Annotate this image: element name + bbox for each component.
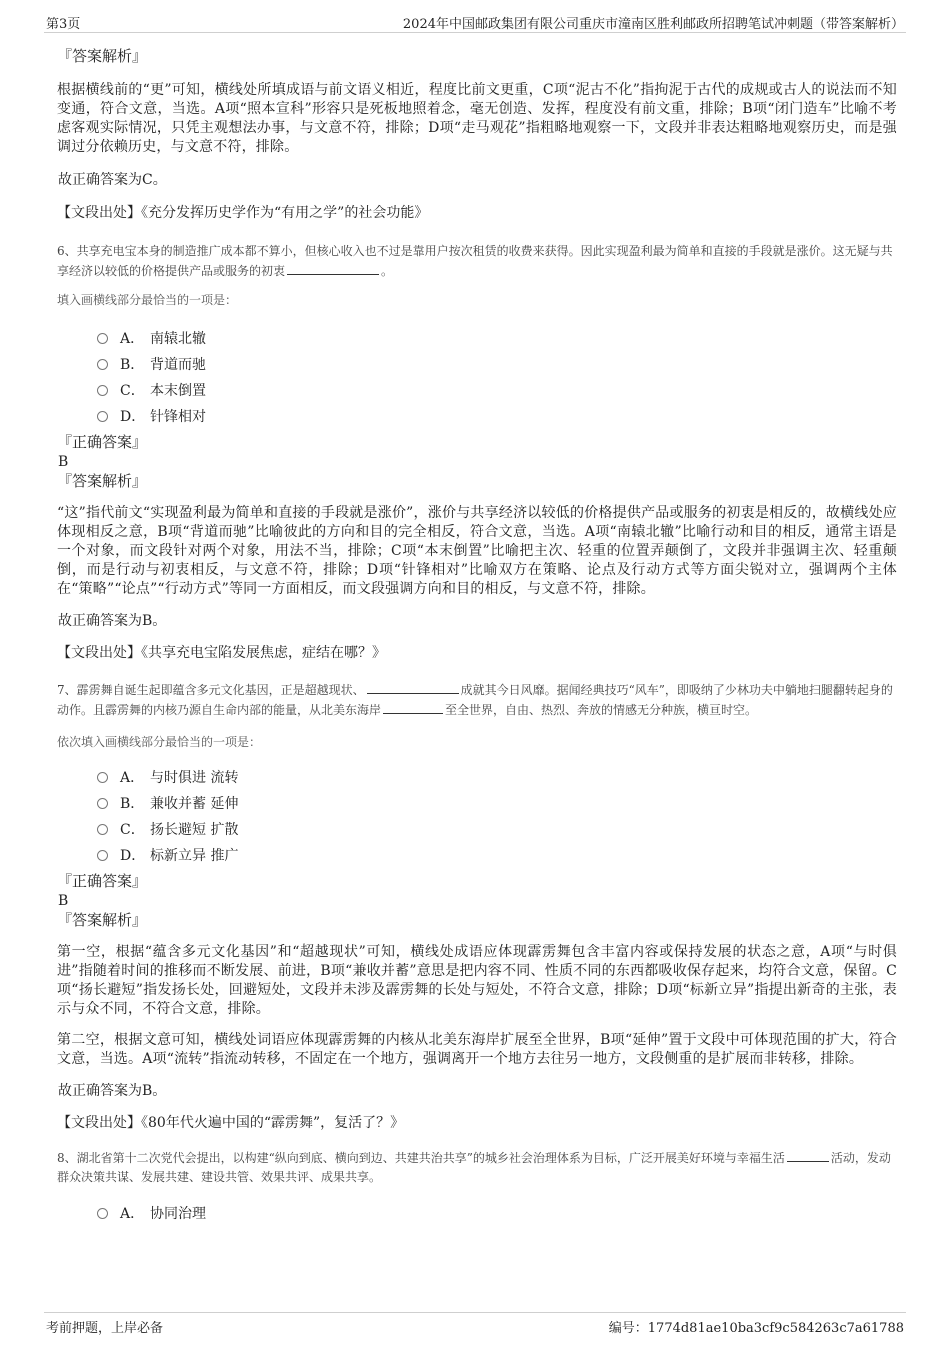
q6-options: [57, 326, 897, 430]
q7-source: 【文段出处】《80年代火遍中国的“霹雳舞”，复活了？》: [57, 1115, 405, 1131]
q6-answer: B: [58, 454, 69, 470]
radio-icon[interactable]: [97, 824, 108, 835]
q6-option-c[interactable]: C． 本末倒置: [97, 378, 897, 404]
page-number: 第3页: [46, 17, 81, 32]
radio-icon[interactable]: [97, 850, 108, 861]
q7-blank-2: [383, 700, 443, 714]
q8-blank: [787, 1148, 829, 1162]
q7-answer-label: 『正确答案』: [57, 872, 148, 890]
q6-source: 【文段出处】《共享充电宝陷发展焦虑，症结在哪？》: [57, 645, 386, 661]
q6-text-before: 6、共享充电宝本身的制造推广成本都不算小，但核心收入也不过是靠用户按次租赁的收费来获得。因此实现盈利最为简单和直接的手段就是涨价。这无疑与共享经济以较低的价格提供产品或服务的初衷: [57, 244, 893, 278]
q8-options: [57, 1201, 897, 1227]
page-header: [44, 12, 906, 33]
q7-options: [57, 765, 897, 869]
radio-icon[interactable]: [97, 798, 108, 809]
radio-icon[interactable]: [97, 772, 108, 783]
document-title: 2024年中国邮政集团有限公司重庆市潼南区胜利邮政所招聘笔试冲刺题（带答案解析）: [402, 17, 904, 32]
q6-answer-label: 『正确答案』: [57, 433, 148, 451]
q6-analysis-label: 『答案解析』: [57, 472, 148, 490]
q7-analysis-label: 『答案解析』: [57, 911, 148, 929]
radio-icon[interactable]: [97, 411, 108, 422]
q6-option-a[interactable]: A． 南辕北辙: [97, 326, 897, 352]
q7-blank-1: [367, 680, 459, 694]
q5-conclusion: 故正确答案为C。: [58, 172, 167, 188]
q7-option-b[interactable]: B． 兼收并蓄 延伸: [97, 791, 897, 817]
page-footer: [44, 1312, 906, 1337]
q6-question: [57, 242, 897, 281]
q6-blank: [287, 261, 379, 275]
radio-icon[interactable]: [97, 1208, 108, 1219]
q6-instruction: 填入画横线部分最恰当的一项是：: [57, 293, 238, 307]
q7-option-a[interactable]: A． 与时俱进 流转: [97, 765, 897, 791]
q7-answer: B: [58, 893, 69, 909]
radio-icon[interactable]: [97, 359, 108, 370]
q5-analysis-label: 『答案解析』: [57, 47, 148, 65]
q7-option-d[interactable]: D． 标新立异 推广: [97, 843, 897, 869]
q7-instruction: 依次填入画横线部分最恰当的一项是：: [57, 735, 262, 749]
q6-option-b[interactable]: B． 背道而驰: [97, 352, 897, 378]
q7-question: 7、霹雳舞自诞生起即蕴含多元文化基因，正是超越现状、 成就其今日风靡。据闻经典技巧“风车”，即吸纳了少林功夫中躺地扫腿翻转起身的动作。且霹雳舞的内核乃源自生命内部的能量，从北美东海岸 至全世界，自由、热烈、奔放的情感无分种族，横亘时空。: [57, 680, 897, 720]
radio-icon[interactable]: [97, 385, 108, 396]
q7-conclusion: 故正确答案为B。: [58, 1083, 167, 1099]
document-id: 编号：1774d81ae10ba3cf9c584263c7a61788: [608, 1321, 904, 1336]
q7-option-c[interactable]: C． 扬长避短 扩散: [97, 817, 897, 843]
footer-slogan: 考前押题，上岸必备: [46, 1321, 164, 1336]
q8-option-a[interactable]: A． 协同治理: [97, 1201, 897, 1227]
q6-conclusion: 故正确答案为B。: [58, 613, 167, 629]
q7-analysis-1: 第一空，根据“蕴含多元文化基因”和“超越现状”可知，横线处成语应体现霹雳舞包含丰富内容或保持发展的状态之意，A项“与时俱进”指随着时间的推移而不断发展、前进，B项“兼收并蓄”意思是把内容不同、性质不同的东西都吸收保存起来，均符合文意，保留。C项“扬长避短”指发扬长处，回避短处，文段并未涉及霹雳舞的长处与短处，不符合文意，排除；D项“标新立异”指提出新奇的主张，表示与众不同，不符合文意，排除。: [57, 944, 897, 1017]
q5-analysis: 根据横线前的“更”可知，横线处所填成语与前文语义相近，程度比前文更重，C项“泥古不化”指拘泥于古代的成规或古人的说法而不知变通，符合文意，当选。A项“照本宣科”形容只是死板地照着念，毫无创造、发挥，程度没有前文重，排除；B项“闭门造车”比喻不考虑客观实际情况，只凭主观想法办事，与文意不符，排除；D项“走马观花”指粗略地观察一下，文段并非表达粗略地观察历史，而是强调过分依赖历史，与文意不符，排除。: [57, 82, 897, 155]
q7-analysis-2: 第二空，根据文意可知，横线处词语应体现霹雳舞的内核从北美东海岸扩展至全世界，B项“延伸”置于文段中可体现范围的扩大，符合文意，当选。A项“流转”指流动转移，不固定在一个地方，强调离开一个地方去往另一地方，文段侧重的是扩展而非转移，排除。: [57, 1032, 897, 1067]
q5-source: 【文段出处】《充分发挥历史学作为“有用之学”的社会功能》: [57, 205, 429, 221]
q6-text-after: 。: [381, 264, 394, 278]
radio-icon[interactable]: [97, 333, 108, 344]
q8-question: 8、湖北省第十二次党代会提出，以构建“纵向到底、横向到边、共建共治共享”的城乡社会治理体系为目标，广泛开展美好环境与幸福生活 活动，发动群众决策共谋、发展共建、建设共管、效果共评、成果共享。: [57, 1148, 897, 1187]
q6-option-d[interactable]: D． 针锋相对: [97, 404, 897, 430]
q6-analysis: “这”指代前文“实现盈利最为简单和直接的手段就是涨价”，涨价与共享经济以较低的价格提供产品或服务的初衷是相反的，故横线处应体现相反之意，B项“背道而驰”比喻彼此的方向和目的完全相反，符合文意，当选。A项“南辕北辙”比喻行动和目的相反，通常主语是一个对象，而文段针对两个对象，用法不当，排除；C项“本末倒置”比喻把主次、轻重的位置弄颠倒了，文段并非强调主次、轻重颠倒，而是行动与初衷相反，与文意不符，排除；D项“针锋相对”比喻双方在策略、论点及行动方式等方面尖锐对立，强调两个主体在“策略”“论点”“行动方式”等同一方面相反，而文段强调方向和目的相反，与文意不符，排除。: [57, 505, 897, 597]
document-body: [57, 46, 897, 1227]
